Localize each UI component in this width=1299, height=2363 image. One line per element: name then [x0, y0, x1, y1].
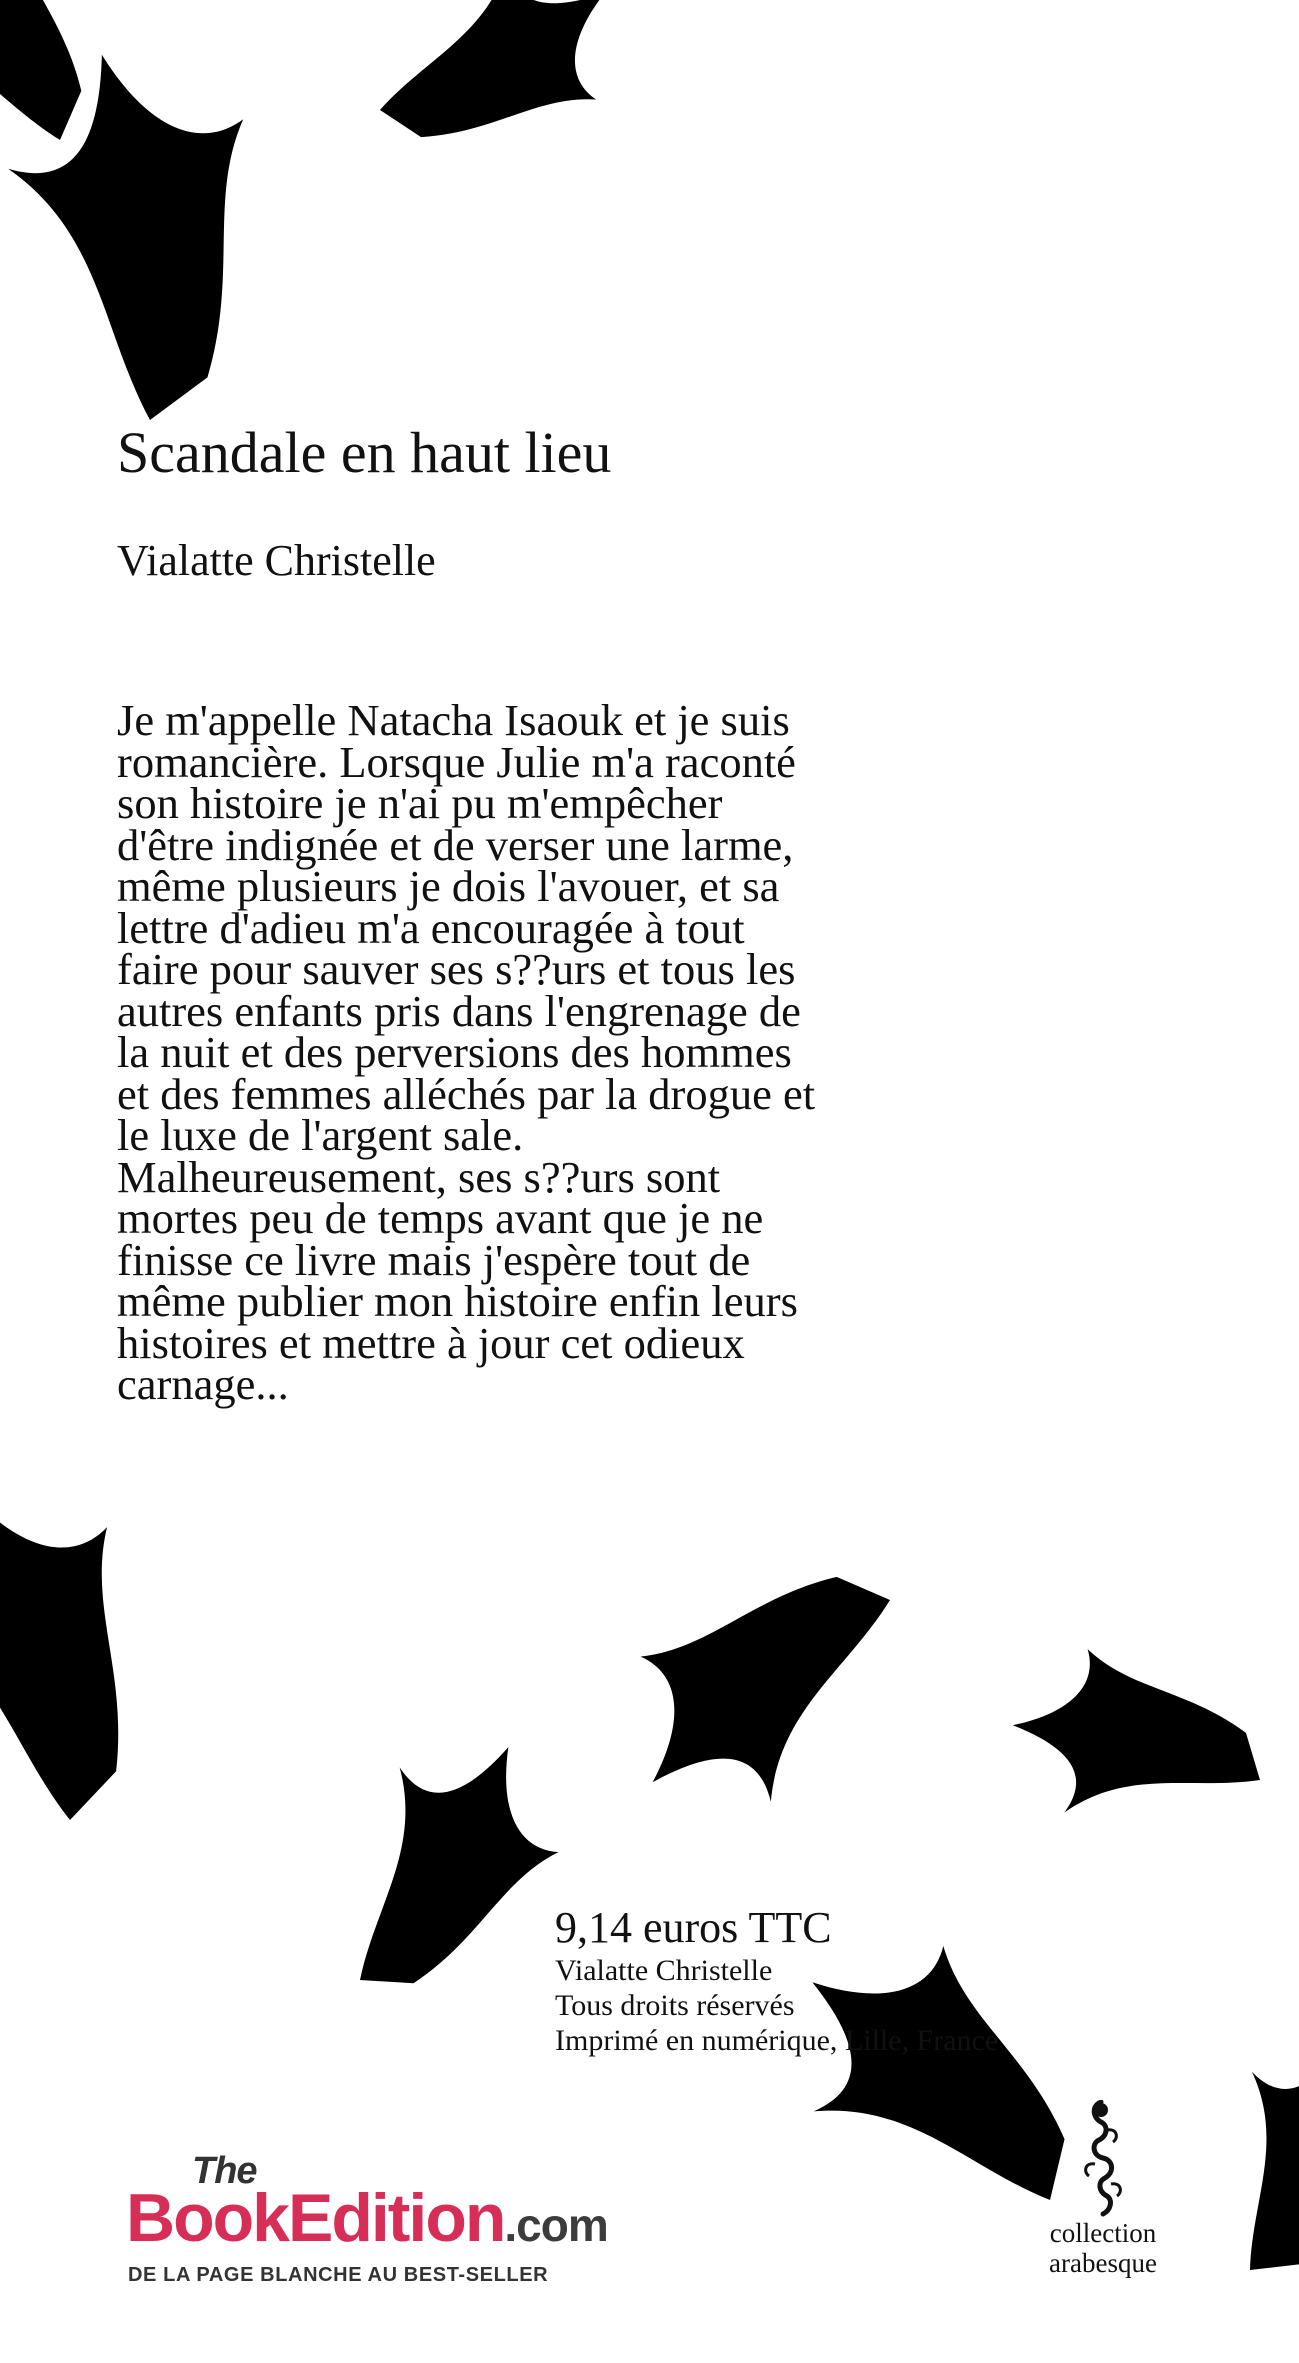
summary-line: et des femmes alléchés par la drogue et [117, 1068, 816, 1119]
summary-line: romancière. Lorsque Julie m'a raconté [117, 736, 796, 787]
arabesque-ornament-icon [1073, 2100, 1133, 2218]
summary-line: carnage... [117, 1359, 289, 1409]
summary-line: lettre d'adieu m'a encouragée à tout [117, 902, 745, 953]
collection-line-2: arabesque [1049, 2248, 1157, 2278]
summary-line: finisse ce livre mais j'espère tout de [117, 1234, 751, 1285]
publisher-domain: .com [504, 2199, 608, 2251]
summary-line: la nuit et des perversions des hommes [117, 1027, 792, 1077]
publisher-name [126, 2178, 608, 2265]
summary-line: même publier mon histoire enfin leurs [117, 1276, 798, 1326]
book-summary [117, 695, 977, 1409]
summary-line: Je m'appelle Natacha Isaouk et je suis [117, 695, 790, 745]
maple-leaf-icon [262, 1705, 592, 2096]
maple-leaf-icon [1165, 2010, 1299, 2363]
summary-line: son histoire je n'ai pu m'empêcher [117, 778, 723, 828]
book-title: Scandale en haut lieu [117, 420, 612, 485]
imprint-printed: Imprimé en numérique, Lille, France [555, 2024, 999, 2057]
summary-line: même plusieurs je dois l'avouer, et sa [117, 861, 780, 911]
publisher-name-text: BookEdition [126, 2180, 505, 2256]
publisher-tagline: DE LA PAGE BLANCHE AU BEST-SELLER [128, 2264, 549, 2286]
summary-line: autres enfants pris dans l'engrenage de [117, 985, 801, 1036]
collection-logo [1028, 2100, 1178, 2278]
book-author: Vialatte Christelle [117, 536, 436, 585]
imprint-rights: Tous droits réservés [555, 1989, 795, 2022]
imprint-block [555, 1903, 998, 2058]
price: 9,14 euros TTC [555, 1903, 832, 1952]
summary-line: mortes peu de temps avant que je ne [117, 1193, 764, 1243]
publisher-the: The [192, 2150, 257, 2192]
maple-leaf-icon [586, 1460, 1000, 1852]
summary-line: Malheureusement, ses s??urs sont [117, 1151, 721, 1202]
summary-line: faire pour sauver ses s??urs et tous les [117, 944, 796, 994]
collection-line-1: collection [1049, 2218, 1157, 2248]
maple-leaf-icon [999, 1639, 1299, 1857]
summary-line: histoires et mettre à jour cet odieux [117, 1317, 745, 1368]
summary-line: d'être indignée et de verser une larme, [117, 819, 794, 870]
maple-leaf-icon [290, 0, 649, 229]
summary-line: le luxe de l'argent sale. [117, 1110, 524, 1160]
publisher-logo [126, 2150, 726, 2300]
maple-leaf-icon [0, 1450, 228, 1936]
imprint-author: Vialatte Christelle [555, 1954, 773, 1987]
